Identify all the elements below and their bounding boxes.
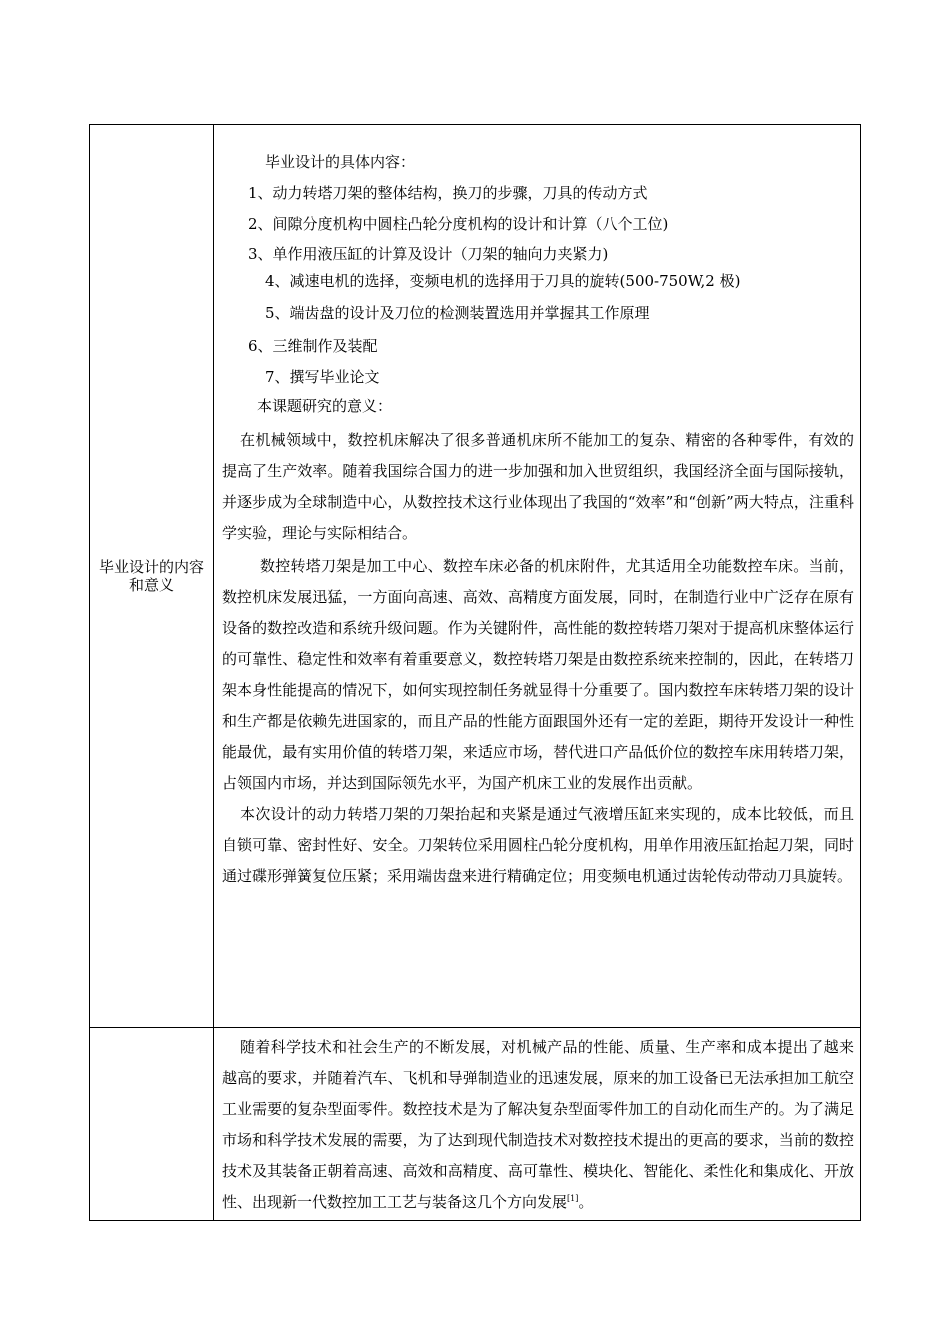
background-text: 随着科学技术和社会生产的不断发展，对机械产品的性能、质量、生产率和成本提出了越来越高的要求，并随着汽车、飞机和导弹制造业的迅速发展，原来的加工设备已无法承担加工航空工业需要的复杂型面零件。数控技术是为了解决复杂型面零件加工的自动化而生产的。为了满足市场和科学技术发展的需要，为了达到现代制造技术对数控技术提出的更高的要求，当前的数控技术及其装备正朝着高速、高效和高精度、高可靠性、模块化、智能化、柔性化和集成化、开放性、出现新一代数控加工工艺与装备这几个方向发展: [222, 1038, 854, 1211]
content-cell: [214, 125, 861, 1028]
content-item-4: 4、减速电机的选择，变频电机的选择用于刀具的旋转(500-750W,2 极): [265, 272, 741, 290]
significance-paragraph-3: 本次设计的动力转塔刀架的刀架抬起和夹紧是通过气液增压缸来实现的，成本比较低，而且自锁可靠、密封性好、安全。刀架转位采用圆柱凸轮分度机构，用单作用液压缸抬起刀架，同时通过碟形弹簧复位压紧；采用端齿盘来进行精确定位；用变频电机通过齿轮传动带动刀具旋转。: [222, 805, 854, 885]
end-mark: 。: [578, 1193, 594, 1211]
content-significance-row: [90, 125, 861, 1028]
content-item-1: 1、动力转塔刀架的整体结构，换刀的步骤，刀具的传动方式: [248, 184, 648, 202]
content-item-5: 5、端齿盘的设计及刀位的检测装置选用并掌握其工作原理: [265, 304, 650, 322]
background-paragraph: [222, 1032, 854, 1218]
significance-paragraph-1: 在机械领域中，数控机床解决了很多普通机床所不能加工的复杂、精密的各种零件，有效的提高了生产效率。随着我国综合国力的进一步加强和加入世贸组织，我国经济全面与国际接轨，并逐步成为全球制造中心，从数控技术这行业体现出了我国的“效率”和“创新”两大特点，注重科学实验，理论与实际相结合。: [222, 431, 854, 542]
significance-paragraph-2: 数控转塔刀架是加工中心、数控车床必备的机床附件，尤其适用全功能数控车床。当前，数控机床发展迅猛，一方面向高速、高效、高精度方面发展，同时，在制造行业中广泛存在原有设备的数控改造和系统升级问题。作为关键附件，高性能的数控转塔刀架对于提高机床整体运行的可靠性、稳定性和效率有着重要意义，数控转塔刀架是由数控系统来控制的，因此，在转塔刀架本身性能提高的情况下，如何实现控制任务就显得十分重要了。国内数控车床转塔刀架的设计和生产都是依赖先进国家的，而且产品的性能方面跟国外还有一定的差距，期待开发设计一种性能最优，最有实用价值的转塔刀架，来适应市场，替代进口产品低价位的数控车床用转塔刀架，占领国内市场，并达到国际领先水平，为国产机床工业的发展作出贡献。: [222, 557, 854, 792]
row-label: 毕业设计的内容和意义: [98, 558, 204, 594]
form-table: [89, 124, 861, 1221]
content-heading: 毕业设计的具体内容：: [265, 153, 416, 171]
background-row: [90, 1028, 861, 1221]
content-item-3: 3、单作用液压缸的计算及设计（刀架的轴向力夹紧力): [248, 245, 609, 263]
citation-mark: [1]: [567, 1194, 579, 1203]
content-item-6: 6、三维制作及装配: [248, 337, 378, 355]
content-item-7: 7、撰写毕业论文: [265, 368, 380, 386]
background-label-cell: [90, 1028, 214, 1221]
content-item-2: 2、间隙分度机构中圆柱凸轮分度机构的设计和计算（八个工位): [248, 215, 669, 233]
background-content-cell: [214, 1028, 861, 1221]
significance-heading: 本课题研究的意义：: [257, 397, 393, 415]
row-label-cell: [90, 125, 214, 1028]
